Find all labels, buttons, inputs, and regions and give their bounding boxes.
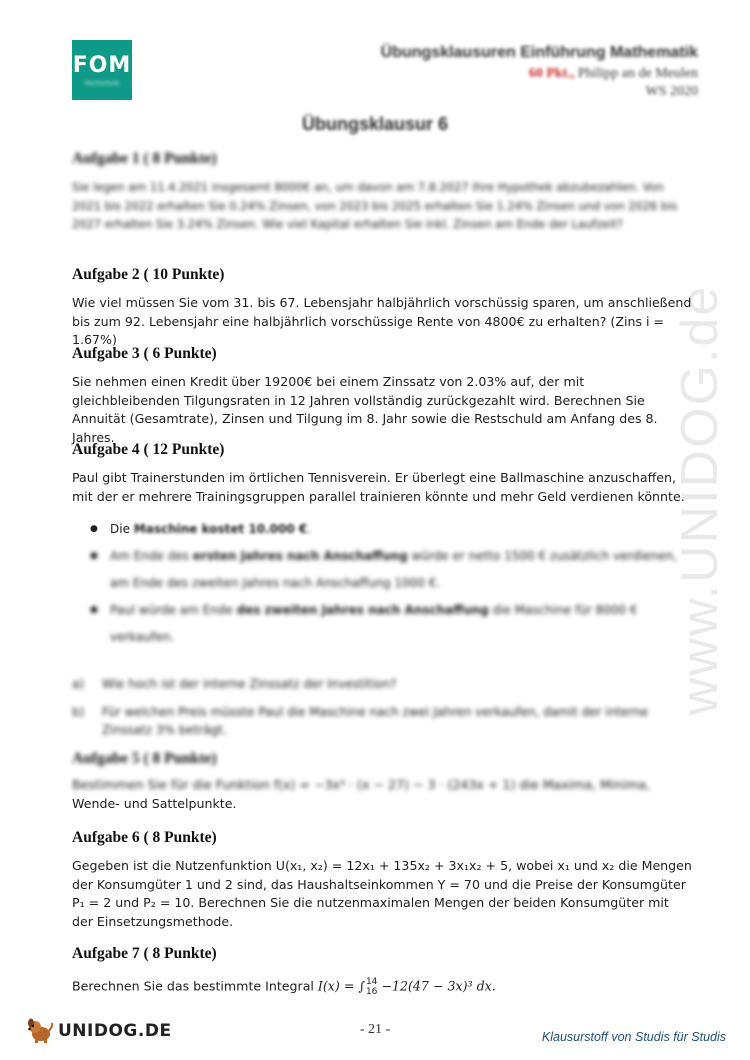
sub-item-text: Wie hoch ist der interne Zinssatz der Investition?	[102, 677, 397, 691]
task-1-body: Sie legen am 11.4.2021 insgesamt 8000€ an, um davon am 7.8.2027 Ihre Hypothek abzubezahlen. Von 2021 bis 2022 erhalten Sie 0.24% Zinsen, von 2023 bis 2025 erhalten Sie 1.24% Zinsen und von 2026 bis 2027 erhalten Sie 3.24% Zinsen. Wie viel Kapital erhalten Sie inkl. Zinsen am Ende der Laufzeit?	[72, 180, 678, 231]
integral-rest: −12(47 − 3x)³ dx.	[377, 978, 496, 994]
bullet-strong: Maschine kostet 10.000 €	[133, 522, 308, 536]
task-4-subitems	[72, 675, 672, 749]
task-1	[72, 150, 692, 234]
task-5-body	[72, 776, 692, 813]
integral-formula: I(x) = ∫	[317, 978, 365, 994]
bullet-item	[90, 543, 690, 597]
task-2-title: Aufgabe 2 ( 10 Punkte)	[72, 266, 225, 283]
watermark: www.UNIDOG.de	[671, 284, 729, 716]
bullet-strong: des zweiten Jahres nach Anschaffung	[236, 603, 489, 617]
logo-subtitle: Hochschule	[84, 79, 120, 87]
task-7-body	[72, 977, 692, 997]
task-7-title: Aufgabe 7 ( 8 Punkte)	[72, 945, 217, 962]
task-4-title: Aufgabe 4 ( 12 Punkte)	[72, 441, 225, 458]
page-number: - 21 -	[359, 1022, 391, 1037]
task-6	[72, 829, 692, 931]
task-2-body: Wie viel müssen Sie vom 31. bis 67. Lebensjahr halbjährlich vorschüssig sparen, um anschließend bis zum 92. Lebensjahr eine halbjährlich vorschüssige Rente von 4800€ zu erhalten? (Zins i = 1.67%)	[72, 295, 692, 347]
author: Philipp an de Meulen	[574, 66, 698, 81]
points-total: 60 Pkt.,	[528, 66, 575, 81]
bullet-text: Paul würde am Ende	[110, 603, 237, 617]
task-3-title: Aufgabe 3 ( 6 Punkte)	[72, 345, 217, 362]
task-4-bullets	[90, 516, 690, 651]
sub-item-text: Für welchen Preis müsste Paul die Maschine nach zwei Jahren verkaufen, damit der interne Zinssatz 3% beträgt.	[102, 705, 649, 737]
bullet-text: würde er netto 1500 € zusätzlich verdienen, am Ende des zweiten Jahres nach Anschaffung 1000 €.	[110, 549, 678, 590]
fom-logo	[72, 40, 132, 100]
task-3-body: Sie nehmen einen Kredit über 19200€ bei einem Zinssatz von 2.03% auf, der mit gleichbleibenden Tilgungsraten in 12 Jahren vollständig zurückgezahlt wird. Berechnen Sie Annuität (Gesamtrate), Zinsen und Tilgung im 8. Jahr sowie die Restschuld am Anfang des 8. Jahres.	[72, 374, 658, 445]
task-6-body: Gegeben ist die Nutzenfunktion U(x₁, x₂) = 12x₁ + 135x₂ + 3x₁x₂ + 5, wobei x₁ und x₂ die Mengen der Konsumgüter 1 und 2 sind, das Haushaltseinkommen Y = 70 und die Preise der Konsumgüter P₁ = 2 und P₂ = 10. Berechnen Sie die nutzenmaximalen Mengen der beiden Konsumgüter mit der Einsetzungsmethode.	[72, 858, 692, 929]
exam-title: Übungsklausur 6	[301, 114, 449, 134]
bullet-item	[90, 516, 690, 543]
sub-item-label: b)	[72, 705, 85, 719]
sub-item-a	[72, 675, 672, 693]
task-5-body-blurred: Bestimmen Sie für die Funktion f(x) = −3x³ · (x − 27) − 3 · (243x + 1) die Maxima, Minima,	[72, 777, 650, 792]
task-3	[72, 345, 692, 447]
task-5-title: Aufgabe 5 ( 8 Punkte)	[72, 750, 217, 767]
sub-item-label: a)	[72, 677, 85, 691]
task-5	[72, 750, 692, 813]
semester: WS 2020	[645, 84, 698, 99]
task-2	[72, 266, 692, 350]
task-5-body-clear: Wende- und Sattelpunkte.	[72, 795, 237, 811]
task-1-title: Aufgabe 1 ( 8 Punkte)	[72, 150, 217, 167]
document-header	[381, 44, 698, 100]
bullet-text: Am Ende des	[110, 549, 193, 563]
task-4-body: Paul gibt Trainerstunden im örtlichen Tennisverein. Er überlegt eine Ballmaschine anzuschaffen, mit der er mehrere Trainingsgruppen parallel trainieren könnte und mehr Geld verdienen könnte.	[72, 470, 685, 504]
integral-upper-bound: 14	[365, 977, 378, 987]
bullet-text: Die	[110, 522, 134, 536]
sub-item-b	[72, 703, 672, 739]
bullet-text: die Maschine für 8000 € verkaufen.	[110, 603, 638, 644]
task-7-text: Berechnen Sie das bestimmte Integral	[72, 978, 318, 994]
task-4	[72, 441, 692, 506]
footer-brand: UNIDOG.DE	[58, 1021, 172, 1041]
bullet-text: .	[307, 522, 312, 536]
integral-lower-bound: 16	[365, 987, 378, 997]
bullet-strong: ersten Jahres nach Anschaffung	[192, 549, 408, 563]
points-author-line	[381, 66, 698, 82]
logo-text: FOM	[72, 52, 132, 78]
integral-bounds	[366, 977, 377, 997]
footer-tagline: Klausurstoff von Studis für Studis	[541, 1030, 726, 1044]
course-title: Übungsklausuren Einführung Mathematik	[380, 44, 698, 61]
task-7	[72, 945, 692, 997]
bullet-item	[90, 597, 690, 651]
task-6-title: Aufgabe 6 ( 8 Punkte)	[72, 829, 217, 846]
